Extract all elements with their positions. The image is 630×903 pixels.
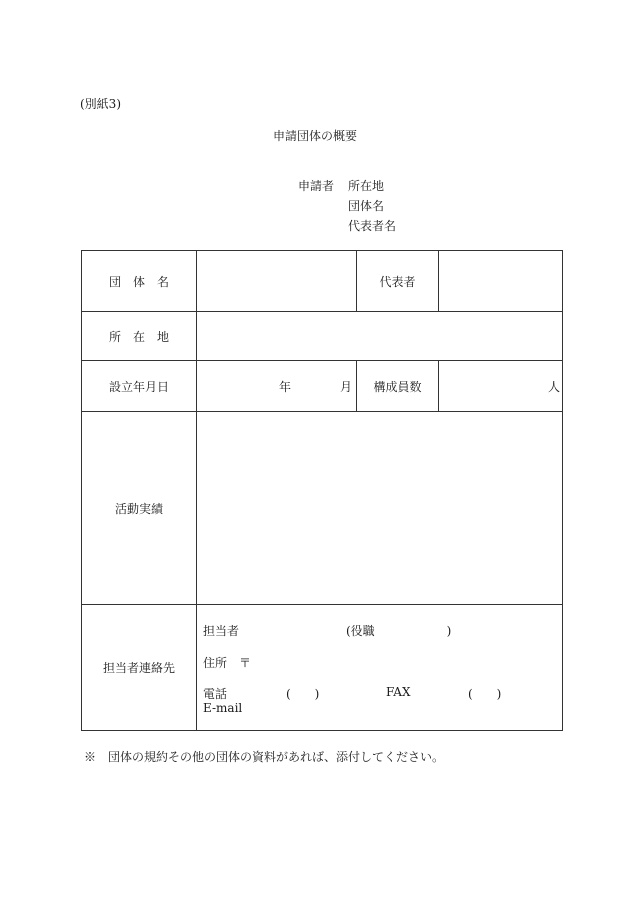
contact-address-label: 住所 〒 [203, 656, 252, 670]
contact-email-label: E-mail [203, 701, 243, 715]
applicant-org-name-label: 団体名 [348, 199, 385, 213]
applicant-label: 申請者 [298, 179, 335, 193]
contact-phone-area-code: ( ) [286, 687, 320, 701]
contact-fax-area-code: ( ) [468, 687, 502, 701]
activities-field[interactable] [197, 413, 562, 603]
contact-person-label: 担当者 [203, 624, 240, 638]
org-name-label: 団 体 名 [108, 274, 169, 289]
organization-overview-form [81, 250, 563, 731]
representative-field[interactable] [439, 252, 562, 310]
year-unit: 年 [279, 380, 292, 394]
contact-label: 担当者連絡先 [102, 661, 175, 675]
contact-phone-label: 電話 [203, 687, 228, 701]
applicant-representative-label: 代表者名 [348, 219, 397, 233]
contact-fax-label: FAX [386, 685, 411, 699]
members-label: 構成員数 [373, 379, 422, 394]
footnote: ※ 団体の規約その他の団体の資料があれば、添付してください。 [84, 750, 445, 764]
column-divider [438, 360, 439, 411]
address-field[interactable] [197, 313, 562, 359]
month-unit: 月 [340, 380, 353, 394]
applicant-address-label: 所在地 [348, 179, 385, 193]
representative-label: 代表者 [379, 274, 416, 289]
org-name-field[interactable] [197, 252, 355, 310]
contact-position-label: (役職 ) [346, 624, 452, 638]
activities-label: 活動実績 [114, 501, 163, 516]
established-label: 設立年月日 [108, 379, 169, 394]
address-label: 所 在 地 [108, 329, 169, 344]
members-unit: 人 [548, 380, 561, 394]
annex-label: (別紙3) [80, 97, 121, 111]
document-title: 申請団体の概要 [272, 129, 357, 143]
